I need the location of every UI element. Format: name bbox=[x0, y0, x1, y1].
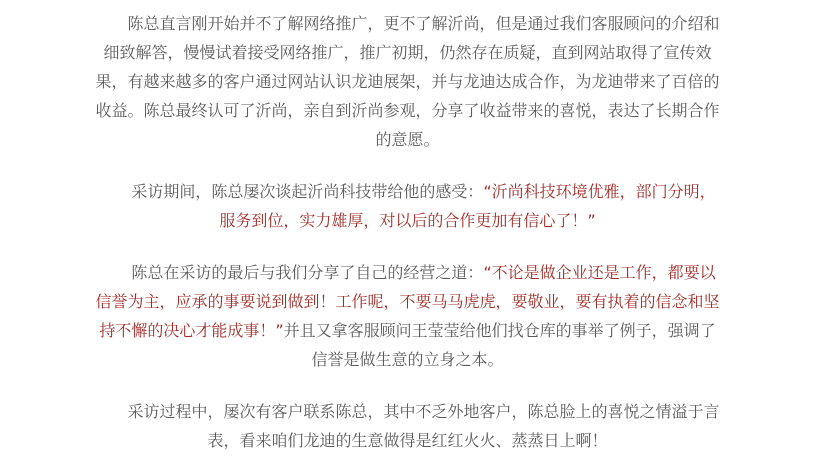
paragraph-text: 采访期间，陈总屡次谈起沂尚科技带给他的感受： bbox=[99, 182, 484, 201]
paragraph bbox=[96, 397, 720, 455]
highlighted-quote-text: “沂尚科技环境优雅，部门分明，服务到位，实力雄厚，对以后的合作更加有信心了！” bbox=[219, 182, 716, 230]
paragraph-text: 陈总直言刚开始并不了解网络推广，更不了解沂尚，但是通过我们客服顾问的介绍和细致解答，慢慢试着接受网络推广，推广初期，仍然存在质疑，直到网站取得了宣传效果，有越来越多的客户通过网站认识龙迪展架，并与龙迪达成合作，为龙迪带来了百倍的收益。陈总最终认可了沂尚，亲自到沂尚参观，分享了收益带来的喜悦，表达了长期合作的意愿。 bbox=[95, 14, 720, 149]
paragraph bbox=[96, 9, 720, 154]
paragraph bbox=[96, 177, 720, 235]
highlighted-quote-text: “不论是做企业还是工作，都要以信誉为主，应承的事要说到做到！工作呢，不要马马虎虎，要敬业，要有执着的信念和坚持不懈的决心才能成事！” bbox=[95, 263, 720, 340]
article-body bbox=[96, 0, 720, 455]
paragraph-text: 并且又拿客服顾问王莹莹给他们找仓库的事举了例子，强调了信誉是做生意的立身之本。 bbox=[283, 321, 716, 369]
paragraph-text: 陈总在采访的最后与我们分享了自己的经营之道： bbox=[99, 263, 484, 282]
paragraph bbox=[96, 258, 720, 374]
paragraph-text: 采访过程中，屡次有客户联系陈总，其中不乏外地客户，陈总脸上的喜悦之情溢于言表，看来咱们龙迪的生意做得是红红火火、蒸蒸日上啊！ bbox=[95, 402, 720, 450]
